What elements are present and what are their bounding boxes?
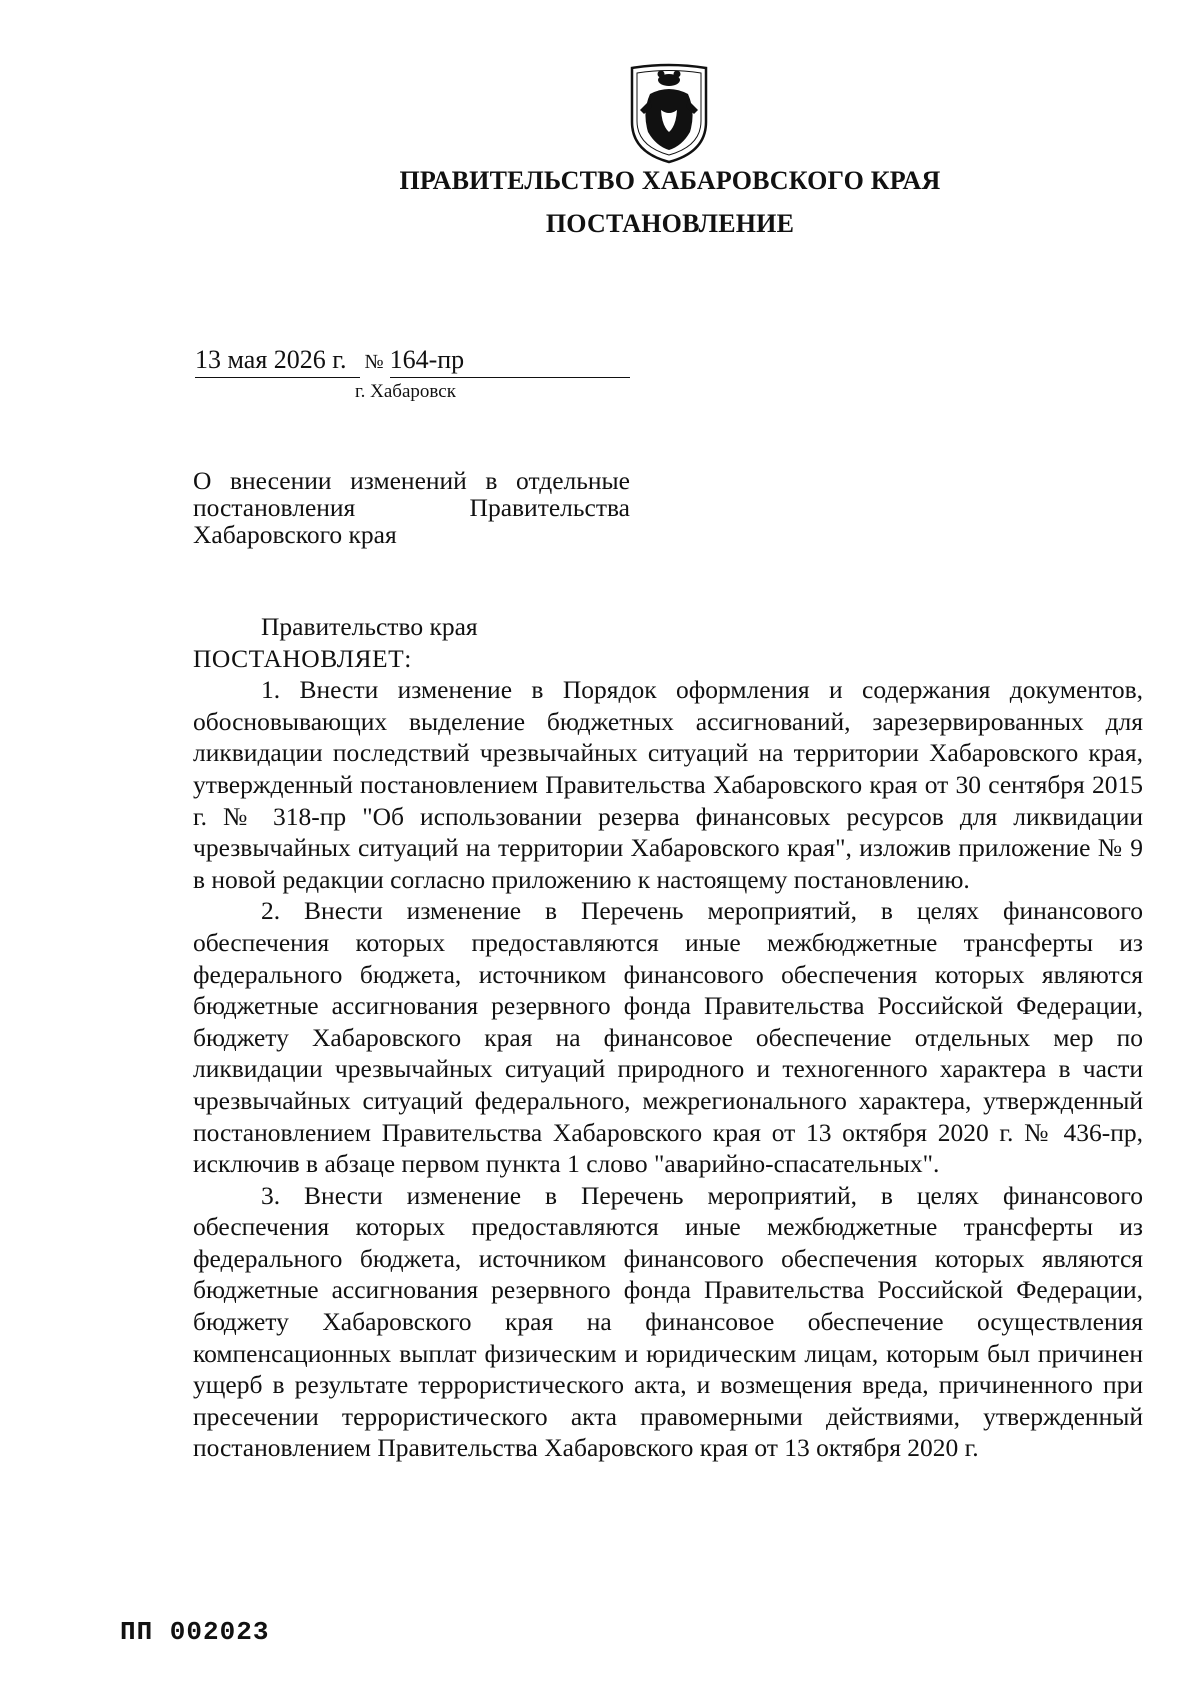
form-code: ПП 002023 <box>120 1617 270 1647</box>
document-subject <box>193 467 630 548</box>
number-underline <box>390 377 630 378</box>
organization-title: ПРАВИТЕЛЬСТВО ХАБАРОВСКОГО КРАЯ <box>399 166 941 195</box>
document-date: 13 мая 2026 г. <box>195 345 347 374</box>
document-body <box>193 611 1143 1464</box>
date-underline <box>195 377 360 378</box>
body-item-1: 1. Внести изменение в Порядок оформления и содержания документов, обосновывающих выделение бюджетных ассигнований, зарезервированных для ликвидации последствий чрезвычайных ситуаций на территории Хабаровского края, утвержденный постановлением Правительства Хабаровского края от 30 сентября 2015 г. № 318-пр "Об использовании резерва финансовых ресурсов для ликвидации чрезвычайных ситуаций на территории Хабаровского края", изложив приложение № 9 в новой редакции согласно приложению к настоящему постановлению. <box>193 675 1143 894</box>
body-item-2: 2. Внести изменение в Перечень мероприятий, в целях финансового обеспечения которых предоставляются иные межбюджетные трансферты из федерального бюджета, источником финансового обеспечения которых являются бюджетные ассигнования резервного фонда Правительства Российской Федерации, бюджету Хабаровского края на финансовое обеспечение отдельных мер по ликвидации чрезвычайных ситуаций природного и техногенного характера в части чрезвычайных ситуаций федерального, межрегионального характера, утвержденный постановлением Правительства Хабаровского края от 13 октября 2020 г. № 436-пр, исключив в абзаце первом пункта 1 слово "аварийно-спасательных". <box>193 896 1143 1179</box>
city-label: г. Хабаровск <box>355 381 456 402</box>
body-keyword: ПОСТАНОВЛЯЕТ: <box>193 643 412 673</box>
number-sign: № <box>364 351 384 373</box>
registration-line <box>195 345 464 375</box>
document-number: 164-пр <box>389 345 465 374</box>
subject-line: Хабаровского края <box>193 520 397 549</box>
bear-coat-of-arms-icon <box>628 60 710 164</box>
subject-line: постановления Правительства <box>193 493 630 522</box>
subject-line: О внесении изменений в отдельные <box>193 466 630 495</box>
body-lead: Правительство края <box>261 612 478 641</box>
body-item-3: 3. Внести изменение в Перечень мероприятий, в целях финансового обеспечения которых предоставляются иные межбюджетные трансферты из федерального бюджета, источником финансового обеспечения которых являются бюджетные ассигнования резервного фонда Правительства Российской Федерации, бюджету Хабаровского края на финансовое обеспечение осуществления компенсационных выплат физическим и юридическим лицам, которым был причинен ущерб в результате террористического акта, и возмещения вреда, причиненного при пресечении террористического акта правомерными действиями, утвержденный постановлением Правительства Хабаровского края от 13 октября 2020 г. <box>193 1180 1143 1463</box>
document-type-title: ПОСТАНОВЛЕНИЕ <box>545 209 795 238</box>
